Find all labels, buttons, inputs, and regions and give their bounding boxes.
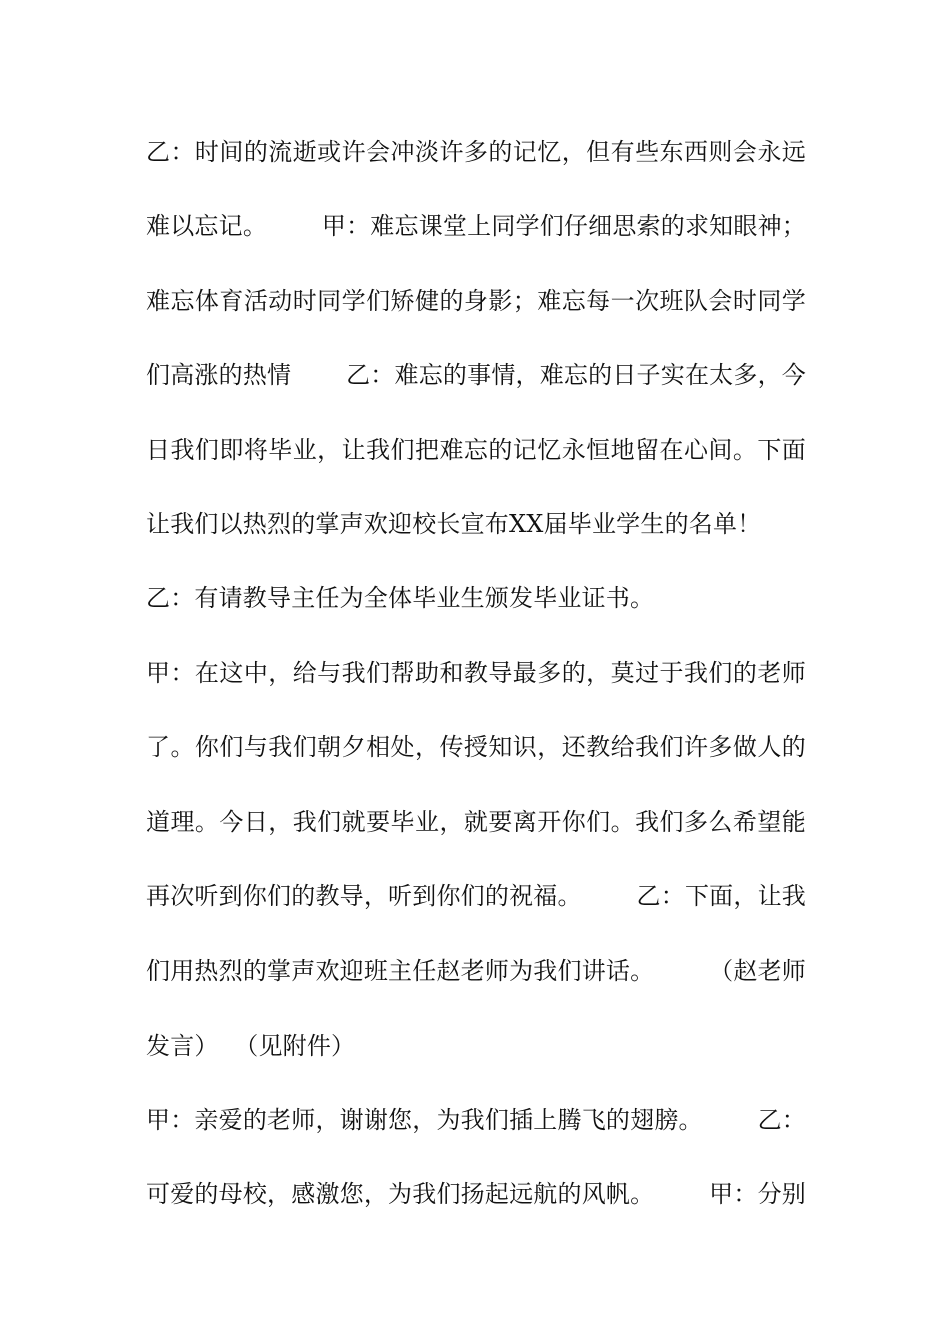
text-line: 再次听到你们的教导，听到你们的祝福。 乙：下面，让我 xyxy=(146,882,806,910)
text-line: 难忘体育活动时同学们矫健的身影；难忘每一次班队会时同学 xyxy=(146,287,806,315)
text-line: 乙：时间的流逝或许会冲淡许多的记忆，但有些东西则会永远 xyxy=(146,138,806,166)
text-line: 甲：亲爱的老师，谢谢您，为我们插上腾飞的翅膀。 乙： xyxy=(146,1106,806,1134)
text-line: 们用热烈的掌声欢迎班主任赵老师为我们讲话。 （赵老师 xyxy=(146,957,806,985)
text-line: 让我们以热烈的掌声欢迎校长宣布XX届毕业学生的名单！ xyxy=(146,510,762,538)
text-line: 日我们即将毕业，让我们把难忘的记忆永恒地留在心间。下面 xyxy=(146,436,806,464)
text-line: 了。你们与我们朝夕相处，传授知识，还教给我们许多做人的 xyxy=(146,733,806,761)
text-line: 难以忘记。 甲：难忘课堂上同学们仔细思索的求知眼神； xyxy=(146,212,806,240)
text-line: 乙：有请教导主任为全体毕业生颁发毕业证书。 xyxy=(146,584,655,612)
text-line: 甲：在这中，给与我们帮助和教导最多的，莫过于我们的老师 xyxy=(146,659,806,687)
text-line: 发言） （见附件） xyxy=(146,1032,356,1060)
text-line: 可爱的母校，感激您，为我们扬起远航的风帆。 甲：分别 xyxy=(146,1180,806,1208)
text-line: 们高涨的热情 乙：难忘的事情，难忘的日子实在太多，今 xyxy=(146,361,806,389)
text-line: 道理。今日，我们就要毕业，就要离开你们。我们多么希望能 xyxy=(146,808,806,836)
